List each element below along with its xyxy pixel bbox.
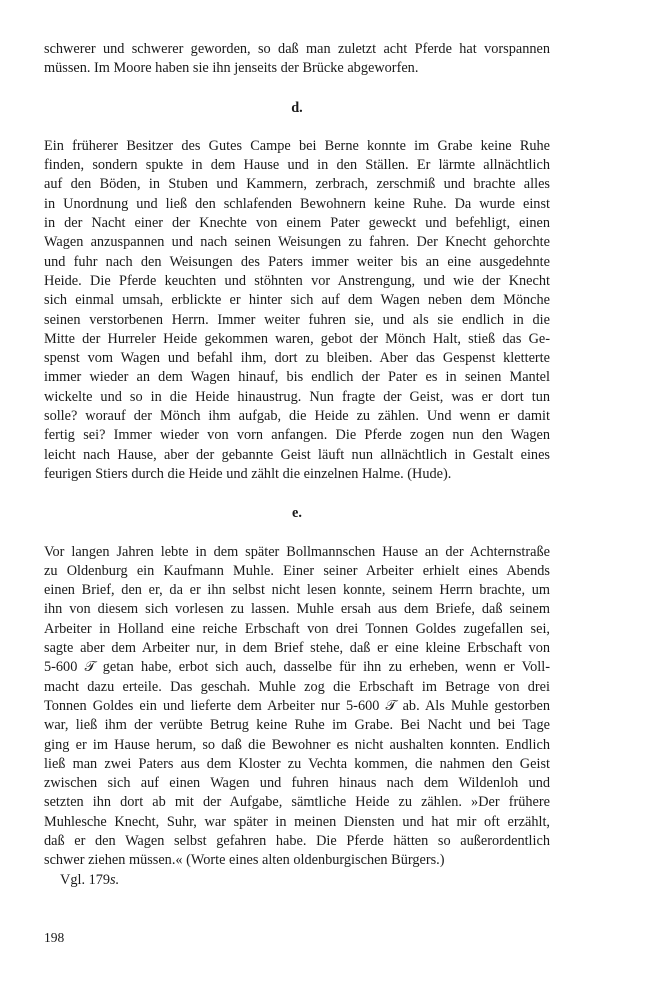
text-line: schwerer und schwerer geworden, so daß man zuletzt acht Pferde hat vorspannen — [44, 41, 550, 57]
intro-paragraph — [44, 40, 550, 79]
text-line: leicht nach Hause, aber der gebannte Geist läuft nun allnächtlich in Gestalt eines — [44, 446, 550, 463]
text-line: schwer ziehen müssen.« (Worte eines alten oldenburgischen Bürgers.) — [44, 852, 445, 869]
text-line: Heide. Die Pferde keuchten und stöhnten vor Anstrengung, und wie der Knecht — [44, 272, 550, 289]
section-e-paragraph — [44, 543, 550, 890]
text-line: in Unordnung und ließ den schlafenden Bewohnern keine Ruhe. Da wurde einst — [44, 195, 550, 212]
document-page — [44, 40, 550, 890]
text-line: Tonnen Goldes ein und lieferte dem Arbeiter nur 5-600 𝒯 ab. Als Muhle gestorben — [44, 697, 550, 714]
text-line: Mitte der Hurreler Heide gekommen waren, gebot der Mönch Halt, stieß das Ge- — [44, 330, 550, 347]
reference-suffix: s. — [110, 871, 120, 888]
text-line: ließ man zwei Paters aus dem Kloster zu Vechta kommen, die nahmen den Geist — [44, 755, 550, 772]
text-line: finden, sondern spukte in dem Hause und in den Ställen. Er lärmte allnächtlich — [44, 157, 550, 174]
text-line: und fuhr nach den Weisungen des Paters immer weiter bis an eine ausgedehnte — [44, 253, 550, 270]
text-line: spenst vom Wagen und befahl ihm, dort zu bleiben. Aber das Gespenst kletterte — [44, 350, 550, 367]
text-line: fertig sei? Immer wieder von vorn anfangen. Die Pferde zogen nun den Wagen — [44, 427, 550, 444]
text-line: zwischen sich auf einen Wagen und fuhren hinaus nach dem Wildenloh und — [44, 775, 550, 792]
text-line: Vor langen Jahren lebte in dem später Bollmannschen Hause an der Achternstraße — [44, 543, 550, 560]
text-line: ihn von diesem sich vorlesen zu lassen. Muhle ersah aus dem Briefe, daß seinem — [44, 601, 550, 618]
text-line: zu Oldenburg ein Kaufmann Muhle. Einer seiner Arbeiter erhielt eines Abends — [44, 562, 550, 579]
text-line: in der Nacht einer der Knechte von einem Pater geweckt und befehligt, einen — [44, 215, 550, 232]
text-line: sagte aber dem Arbeiter nur, in dem Brief stehe, daß er eine kleine Erbschaft von — [44, 640, 550, 657]
page-number: 198 — [44, 930, 65, 945]
text-line: 5-600 𝒯 getan habe, erbot sich auch, dasselbe für ihn zu erheben, wenn er Voll- — [44, 659, 550, 676]
text-line: Arbeiter in Holland eine reiche Erbschaft von drei Tonnen Goldes zugefallen sei, — [44, 620, 550, 637]
text-line: Muhlesche Knecht, Suhr, war später in meinen Diensten und hat mir oft erzählt, — [44, 813, 550, 830]
text-line: macht dazu erteile. Das geschah. Muhle zog die Erbschaft im Betrage von drei — [44, 678, 550, 695]
text-line: daß er den Wagen selbst gefahren habe. Die Pferde hätten so außerordentlich — [44, 832, 550, 849]
section-d-paragraph — [44, 137, 550, 484]
text-line: setzten ihn dort ab mit der Aufgabe, sämtliche Heide zu zählen. »Der frühere — [44, 794, 550, 811]
text-line: seinen verstorbenen Herrn. Immer weiter fuhren sie, und als sie endlich in die — [44, 311, 550, 328]
text-line: feurigen Stiers durch die Heide und zählt die einzelnen Halme. (Hude). — [44, 465, 452, 482]
cross-reference — [44, 871, 550, 890]
text-line: solle? worauf der Mönch ihm aufgab, die Heide zu zählen. Und wenn er damit — [44, 408, 550, 425]
section-heading-e: e. — [292, 505, 302, 522]
text-line: ging er im Hause herum, so daß die Bewohner es nicht aushalten konnten. Endlich — [44, 736, 550, 753]
text-line: einen Brief, den er, da er ihn selbst nicht lesen konnte, seinem Herrn brachte, um — [44, 582, 550, 599]
text-line: Ein früherer Besitzer des Gutes Campe bei Berne konnte im Grabe keine Ruhe — [44, 137, 550, 154]
text-line: müssen. Im Moore haben sie ihn jenseits der Brücke abgeworfen. — [44, 60, 419, 77]
section-heading-d: d. — [291, 99, 303, 116]
text-line: sich einmal umsah, erblickte er hinter sich auf dem Wagen neben dem Mönche — [44, 292, 550, 309]
text-line: wickelte und so in die Heide hinaustrug. Nun fragte der Geist, was er dort tun — [44, 388, 550, 405]
text-line: auf den Böden, in Stuben und Kammern, zerbrach, zerschmiß und brachte alles — [44, 176, 550, 193]
text-line: immer wieder an dem Wagen hinauf, bis endlich der Pater es in seinen Mantel — [44, 369, 550, 386]
reference-prefix: Vgl. 179 — [60, 871, 111, 888]
text-line: Wagen anzuspannen und nach seinen Weisungen zu fahren. Der Knecht gehorchte — [44, 234, 550, 251]
text-line: war, ließ ihm der verübte Betrug keine Ruhe im Grabe. Bei Nacht und bei Tage — [44, 717, 550, 734]
